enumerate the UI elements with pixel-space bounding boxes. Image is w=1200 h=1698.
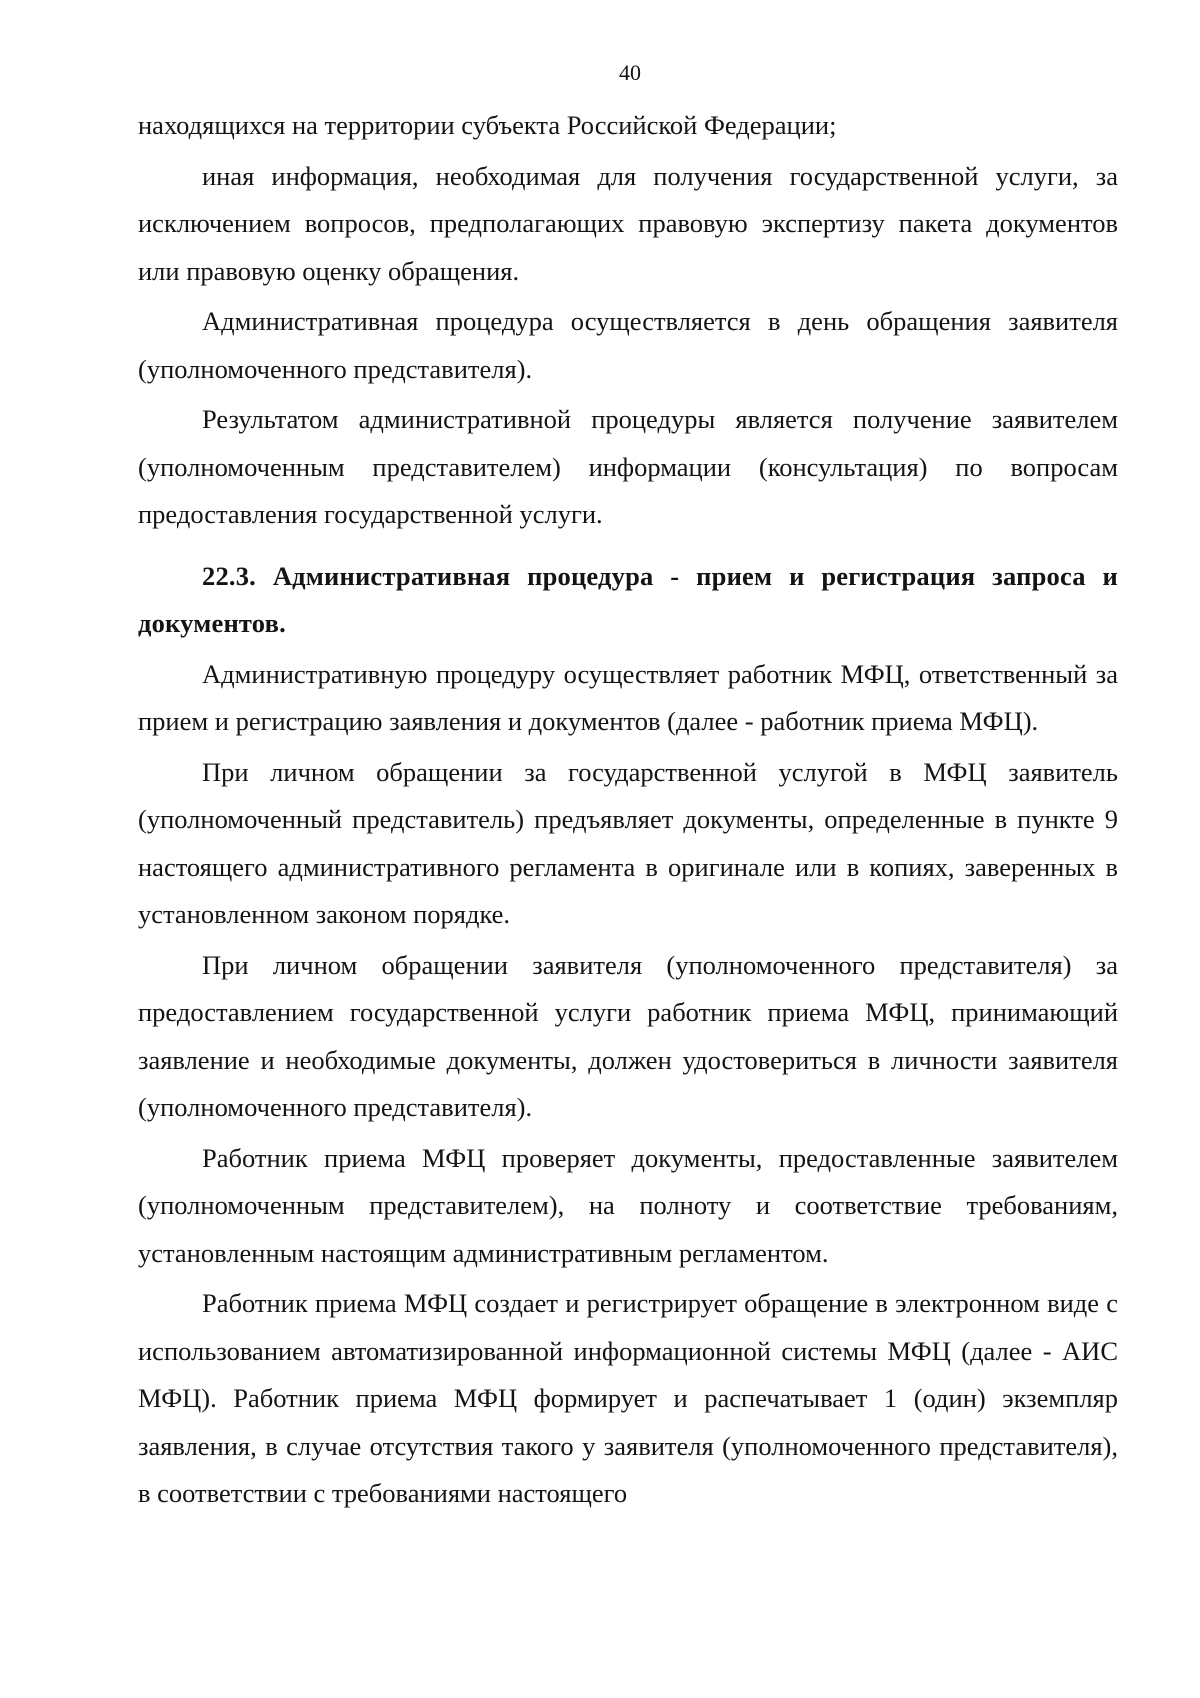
paragraph-registration-ais: Работник приема МФЦ создает и регистрирует обращение в электронном виде с использованием автоматизированной информационной системы МФЦ (далее - АИС МФЦ). Работник приема МФЦ формирует и распечатывает 1 (один) экземпляр заявления, в случае отсутствия такого у заявителя (уполномоченного представителя), в соответствии с требованиями настоящего bbox=[138, 1288, 1118, 1508]
paragraph-document-check: Работник приема МФЦ проверяет документы, предоставленные заявителем (уполномоченным представителем), на полноту и соответствие требованиям, установленным настоящим административным регламентом. bbox=[138, 1142, 1118, 1268]
paragraph-procedure-timing: Административная процедура осуществляется в день обращения заявителя (уполномоченного представителя). bbox=[138, 306, 1118, 384]
paragraph-continuation: находящихся на территории субъекта Российской Федерации; bbox=[138, 110, 837, 140]
paragraph-other-information: иная информация, необходимая для получения государственной услуги, за исключением вопросов, предполагающих правовую экспертизу пакета документов или правовую оценку обращения. bbox=[138, 160, 1118, 286]
section-heading-22-3: 22.3. Административная процедура - прием и регистрация запроса и документов. bbox=[138, 560, 1118, 638]
document-body bbox=[138, 102, 1118, 1518]
paragraph-personal-visit-documents: При личном обращении за государственной услугой в МФЦ заявитель (уполномоченный представитель) предъявляет документы, определенные в пункте 9 настоящего административного регламента в оригинале или в копиях, заверенных в установленном законом порядке. bbox=[138, 756, 1118, 929]
paragraph-responsible-worker: Административную процедуру осуществляет работник МФЦ, ответственный за прием и регистрацию заявления и документов (далее - работник приема МФЦ). bbox=[138, 658, 1118, 736]
paragraph-identity-verification: При личном обращении заявителя (уполномоченного представителя) за предоставлением государственной услуги работник приема МФЦ, принимающий заявление и необходимые документы, должен удостовериться в личности заявителя (уполномоченного представителя). bbox=[138, 949, 1118, 1122]
page-number: 40 bbox=[619, 60, 641, 85]
paragraph-procedure-result: Результатом административной процедуры является получение заявителем (уполномоченным представителем) информации (консультация) по вопросам предоставления государственной услуги. bbox=[138, 404, 1118, 529]
